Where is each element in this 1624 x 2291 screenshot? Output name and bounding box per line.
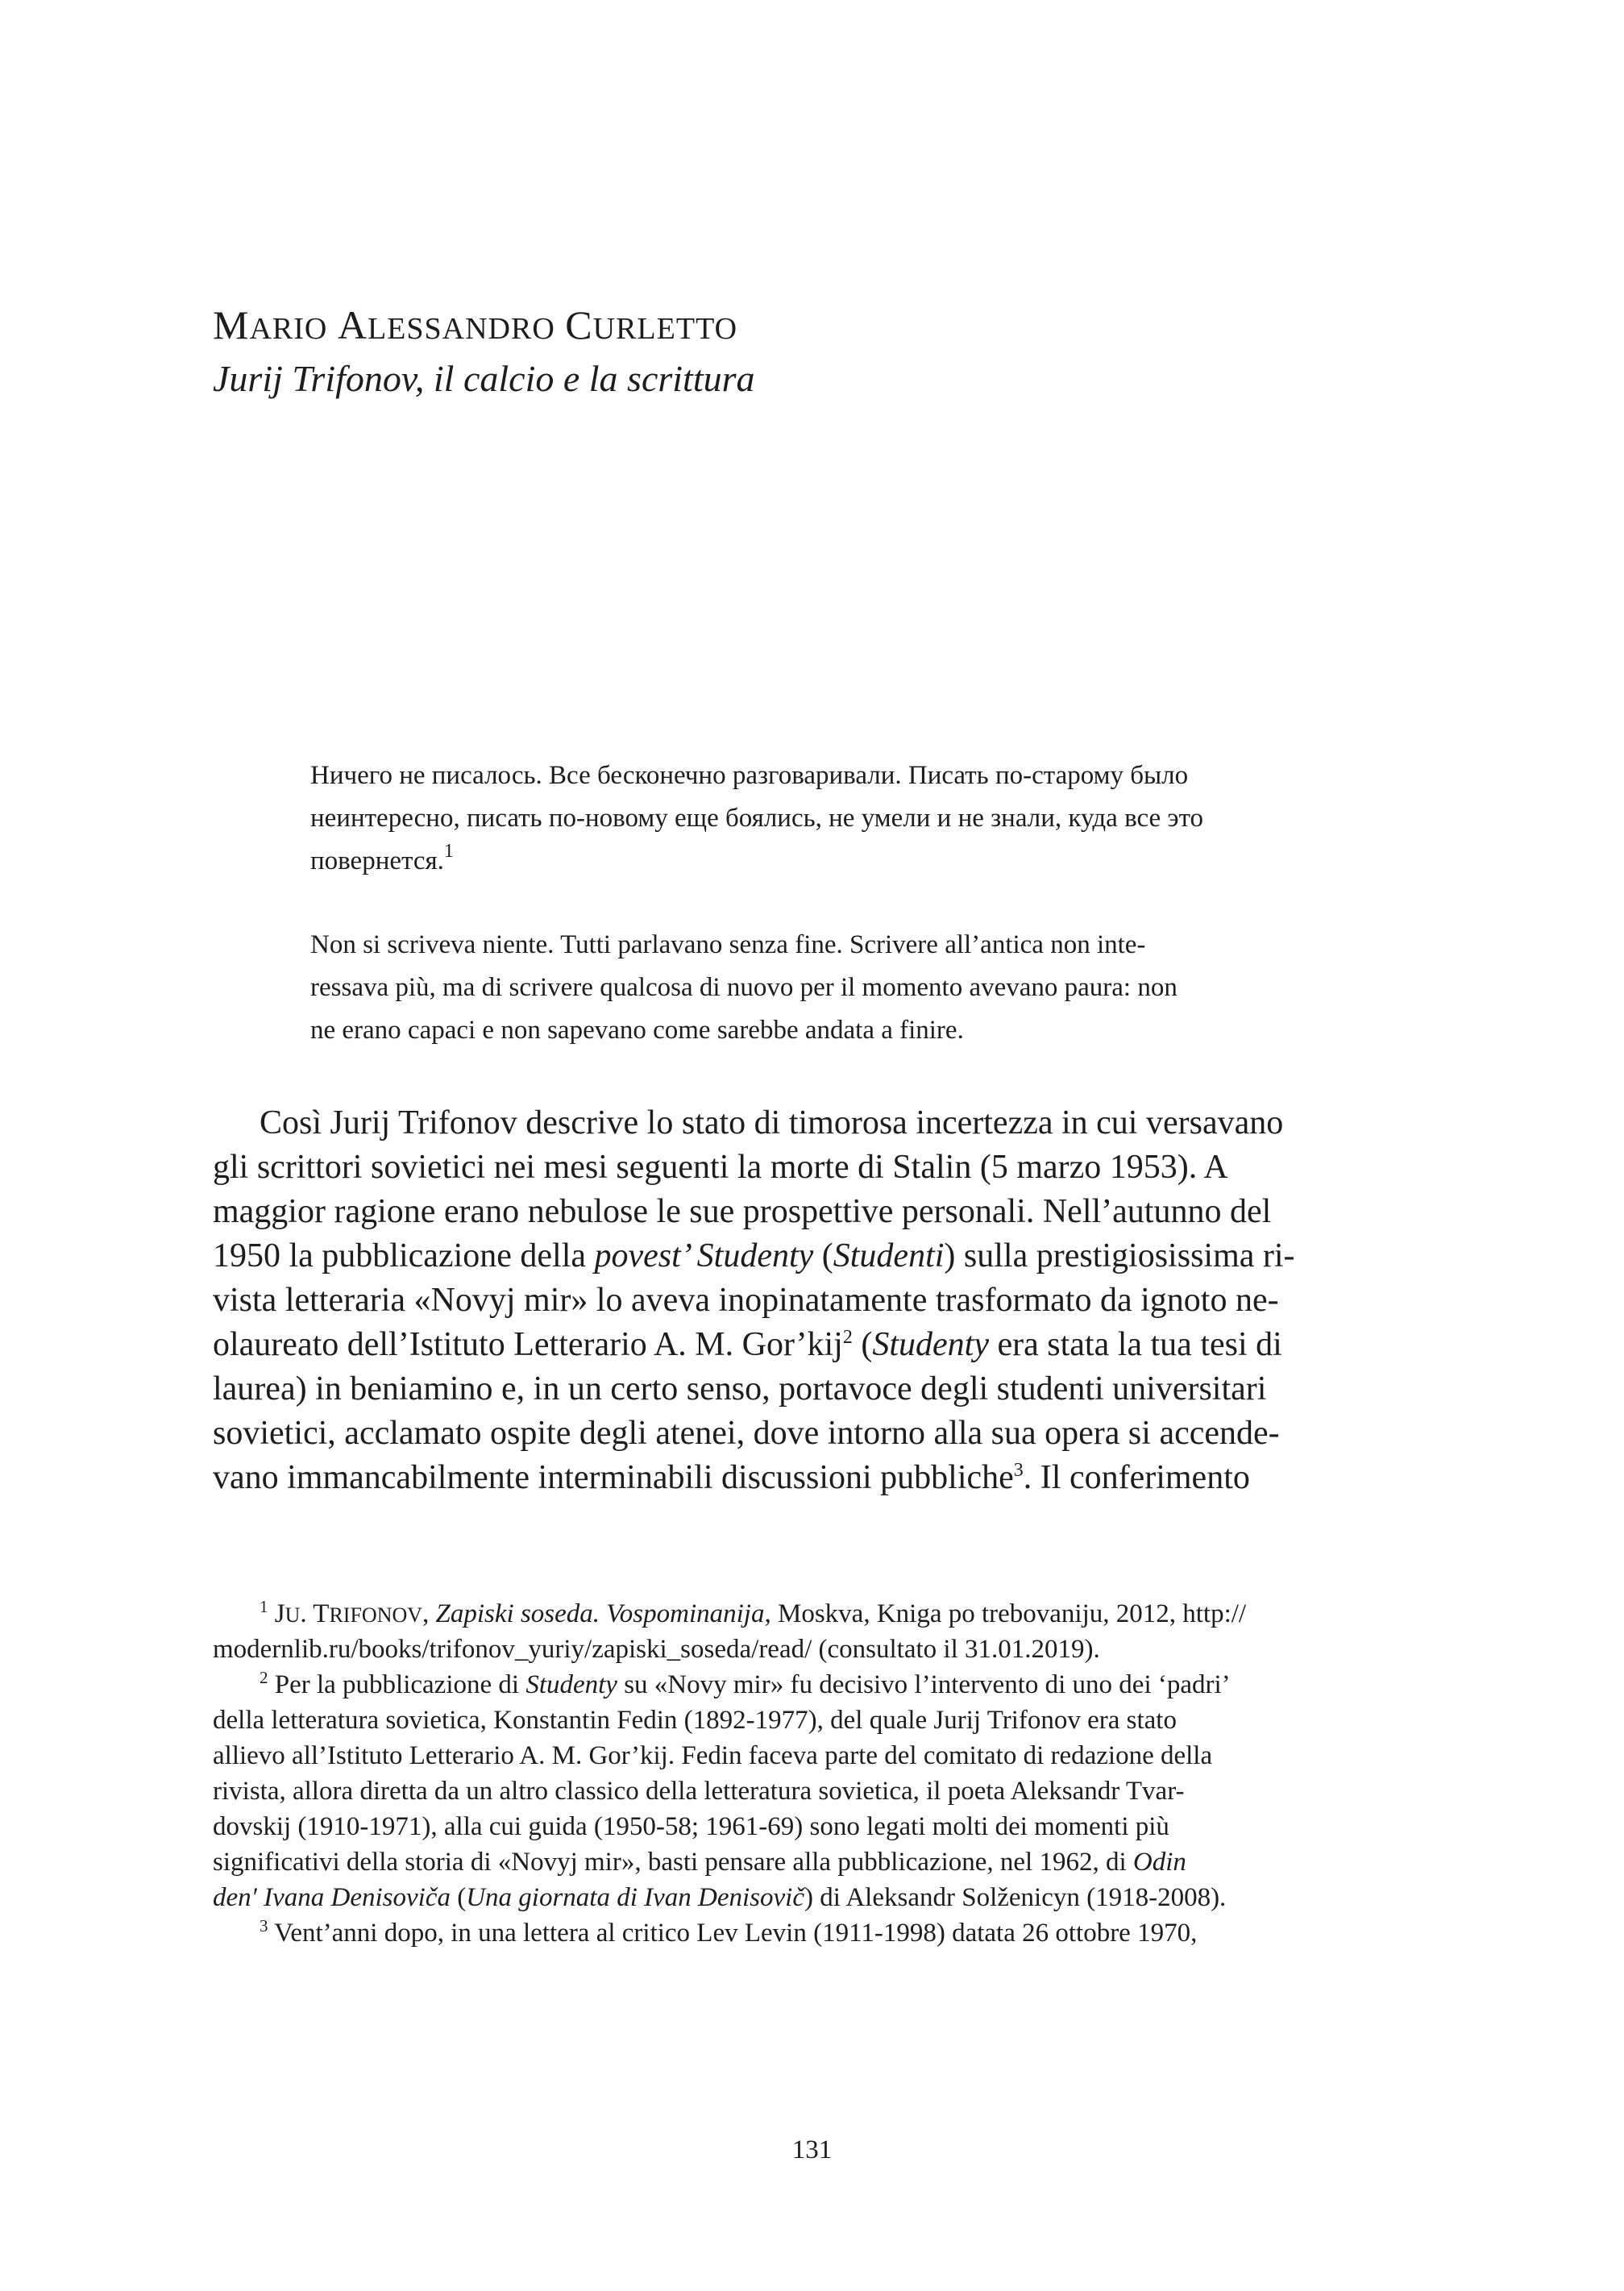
author-initial-m: M [213,302,250,347]
footnote-text: Per la pubblicazione di [274,1670,526,1699]
footnote-number: 1 [260,1597,268,1616]
author-name [213,300,1422,354]
body-italic: Studenti [833,1237,945,1274]
footnote-text: ) di Aleksandr Solženicyn (1918-2008). [804,1883,1227,1912]
footnote-author-sc: RIFONOV [329,1603,423,1627]
footnote-line: dovskij (1910-1971), alla cui guida (1950-58; 1961-69) sono legati molti dei momenti più [213,1812,1169,1841]
footnote-line [213,1880,1412,1915]
footnote-line: rivista, allora diretta da un altro classico della letteratura sovietica, il poeta Aleksandr Tvar- [213,1777,1185,1806]
footnote-1: $^1$ JU. TRIFONOV, Zapiski soseda. Vospominanija, Moskva, Kniga po trebovaniju, 2012, http:// [260,1597,1247,1628]
author-initial-c: C [565,302,593,347]
body-italic: povest’ Studenty [594,1237,814,1274]
footnote-ref-3: 3 [1013,1460,1024,1481]
epigraph-ru-line [310,840,1310,883]
footnote-italic: Una giornata di Ivan Denisovič [466,1883,804,1912]
epigraph-ru-line: неинтересно, писать по-новому еще боялись, не умели и не знали, куда все это [310,804,1204,833]
body-line: Così Jurij Trifonov descrive lo stato di timorosa incertezza in cui versavano [260,1104,1284,1141]
body-line [213,1323,1412,1367]
footnote-text: , Moskva, Kniga po trebovaniju, 2012, http:// [764,1599,1247,1628]
epigraph-it-line: ressava più, ma di scrivere qualcosa di nuovo per il momento avevano paura: non [310,973,1178,1002]
epigraph-russian [310,755,1310,883]
body-italic: Studenty [872,1326,989,1363]
footnote-3 [213,1915,1412,1951]
epigraph-ru-line: Ничего не писалось. Все бесконечно разговаривали. Писать по-старому было [310,761,1189,790]
author-initial-a: A [337,302,368,347]
footnote-number: 2 [260,1668,268,1687]
body-line: gli scrittori sovietici nei mesi seguenti la morte di Stalin (5 marzo 1953). A [213,1149,1228,1186]
epigraph-it-line: ne erano capaci e non sapevano come sarebbe andata a finire. [310,1016,964,1045]
body-text: vano immancabilmente interminabili discussioni pubbliche [213,1459,1014,1496]
body-text: ( [813,1237,833,1274]
footnote-number: 3 [260,1916,268,1936]
author-rest-lessandro: LESSANDRO [367,312,555,346]
author-rest-ario: ARIO [249,312,328,346]
body-line: laurea) in beniamino e, in un certo senso, portavoce degli studenti universitari [213,1370,1267,1407]
footnote-ref-1: 1 [443,841,454,862]
footnote-text: , [422,1599,436,1628]
footnote-italic: Zapiski soseda. Vospominanija [435,1599,765,1628]
footnote-line [213,1844,1412,1880]
footnote-author-initial: J [274,1599,285,1628]
body-text: era stata la tua tesi di [988,1326,1282,1363]
body-line: maggior ragione erano nebulose le sue prospettive personali. Nell’autunno del [213,1193,1272,1230]
body-line [213,1234,1412,1279]
footnote-italic: den′ Ivana Denisoviča [213,1883,451,1912]
footnote-2 [213,1667,1412,1703]
body-text: ( [852,1326,873,1363]
epigraph-ru-line-text: повернется. [310,846,444,875]
footnote-italic: Odin [1132,1848,1186,1877]
body-text: olaureato dell’Istituto Letterario A. M. Gor’kij [213,1326,843,1363]
footnote-text: ( [450,1883,467,1912]
footnote-text: Vent’anni dopo, in una lettera al critico Lev Levin (1911-1998) datata 26 ottobre 1970, [274,1919,1198,1948]
author-rest-urletto: URLETTO [592,312,738,346]
epigraph-it-line: Non si scriveva niente. Tutti parlavano senza fine. Scrivere all’antica non inte- [310,930,1146,959]
footnote-line: della letteratura sovietica, Konstantin Fedin (1892-1977), del quale Jurij Trifonov era stato [213,1706,1177,1735]
footnote-author-initial: T [313,1599,330,1628]
body-line: sovietici, acclamato ospite degli atenei, dove intorno alla sua opera si accende- [213,1415,1280,1452]
body-paragraph [213,1101,1412,1500]
body-line [213,1456,1412,1500]
page-number: 131 [791,2135,833,2164]
footnote-italic: Studenty [525,1670,617,1699]
footnote-text: significativi della storia di «Novyj mir», basti pensare alla pubblicazione, nel 1962, di [213,1848,1133,1877]
footnote-line: modernlib.ru/books/trifonov_yuriy/zapiski_soseda/read/ (consultato il 31.01.2019). [213,1635,1100,1664]
epigraph-italian [310,924,1310,1052]
footnote-author-sc: U [285,1603,301,1627]
chapter-header [213,300,1422,404]
footnote-text: su «Novy mir» fu decisivo l’intervento di uno dei ‘padri’ [617,1670,1231,1699]
body-text: . Il conferimento [1023,1459,1250,1496]
body-text: ) sulla prestigiosissima ri- [944,1237,1295,1274]
footnote-ref-2: 2 [842,1327,853,1348]
body-line: vista letteraria «Novyj mir» lo aveva inopinatamente trasformato da ignoto ne- [213,1282,1279,1319]
footnote-line: allievo all’Istituto Letterario A. M. Gor’kij. Fedin faceva parte del comitato di redazione della [213,1741,1213,1770]
chapter-title: Jurij Trifonov, il calcio e la scrittura [213,358,755,399]
footnotes [213,1596,1412,1951]
body-text: 1950 la pubblicazione della [213,1237,595,1274]
